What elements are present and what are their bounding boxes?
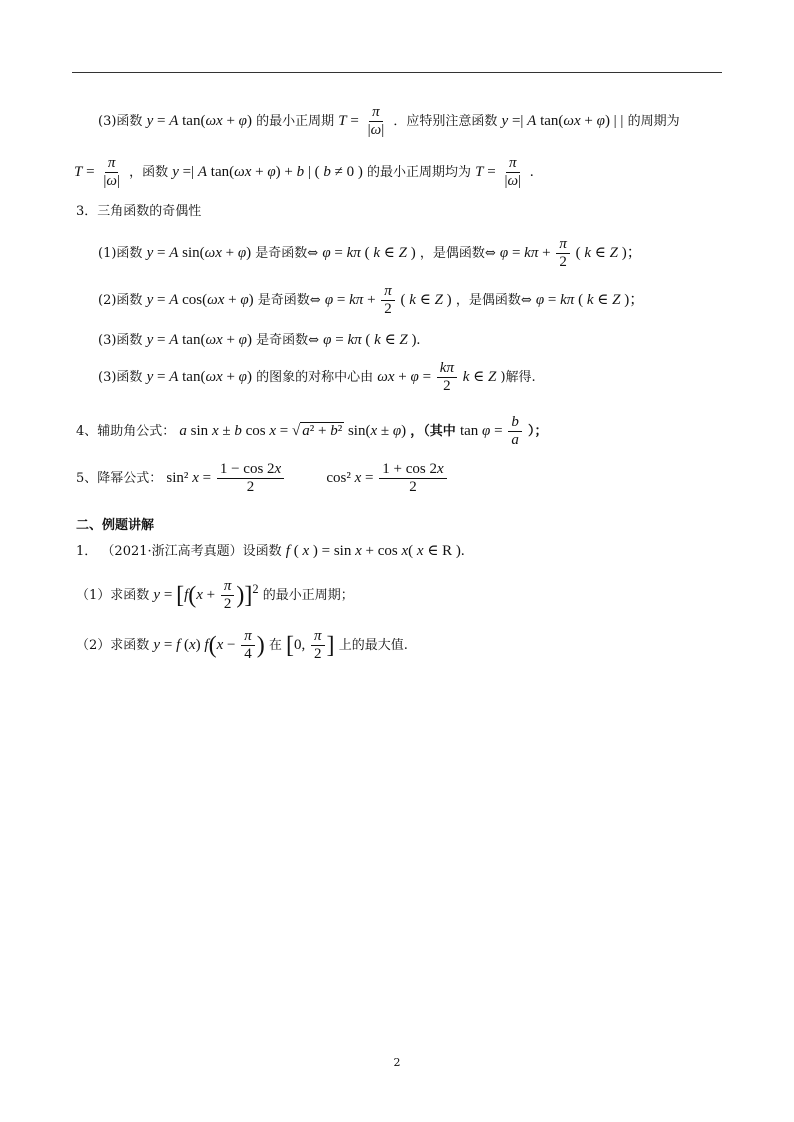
parity-sin-line [98, 236, 642, 271]
text: 5、降幂公式： [76, 470, 163, 486]
tan-symmetry-line [98, 360, 536, 395]
formula: y =| A tan(ωx + φ) + b | ( b ≠ 0 ) [172, 163, 363, 180]
formula: φ = kπ ( k ∈ Z )； [535, 291, 645, 308]
formula: y = A tan(ωx + φ) [146, 368, 252, 385]
text: (3)函数 [98, 333, 143, 348]
text: (3)函数 [98, 113, 143, 129]
text: （1）求函数 [76, 587, 150, 603]
text: 上的最大值. [338, 637, 408, 653]
formula: T = $\frac{\pi}{|\omega|}$ [338, 104, 385, 138]
formula: y = A cos(ωx + φ) [146, 291, 254, 308]
parity-cos-line [98, 283, 644, 318]
formula: y = A tan(ωx + φ) [146, 112, 252, 129]
question-2-line [76, 628, 408, 663]
text: )解得. [500, 369, 536, 385]
formula: y = A tan(ωx + φ) [146, 332, 252, 348]
formula: T = $\frac{\pi}{|\omega|}$ . [475, 155, 534, 189]
text: 在 [268, 637, 282, 653]
formula: T = $\frac{\pi}{|\omega|}$ [74, 155, 120, 189]
example-1-line [76, 542, 465, 560]
text: 的最小正周期均为 [367, 164, 472, 180]
text: 是奇函数⇔ [255, 245, 319, 261]
formula: sin² x = $\frac{1 - \cos 2x}{2}$ [166, 470, 286, 486]
page-number: 2 [393, 1056, 401, 1069]
text: 1． [76, 544, 98, 559]
formula: φ = kπ ( k ∈ Z ). [323, 332, 421, 348]
auxiliary-angle-line [76, 414, 547, 449]
text: ）； [527, 423, 548, 439]
part-2-title: 二、例题讲解 [76, 518, 155, 533]
text: ．应特别注意函数 [393, 113, 498, 129]
formula: y = f (x) f(x − $\frac{\pi}{4}$ ) [153, 628, 265, 662]
formula: φ = kπ + $\frac{\pi}{2}$ ( k ∈ Z )； [499, 236, 642, 270]
text: 的图象的对称中心由 [256, 369, 374, 385]
text: （2）求函数 [76, 637, 150, 653]
tan-period-line [98, 104, 680, 139]
formula: ωx + φ = $\frac{k\pi}{2}$ k ∈ Z [377, 360, 497, 394]
formula: [0, $\frac{\pi}{2}$ ] [286, 628, 335, 662]
text: ，函数 [129, 164, 169, 180]
text: （2021·浙江高考真题）设函数 [101, 544, 282, 559]
text: 的周期为 [627, 113, 680, 129]
text: (1)函数 [98, 245, 143, 261]
text: (3)函数 [98, 369, 143, 385]
parity-tan-line [98, 331, 420, 349]
text: (2)函数 [98, 292, 143, 308]
text: 的最小正周期； [262, 587, 354, 603]
header-rule [72, 72, 722, 73]
formula: f ( x ) = sin x + cos x( x ∈ R ). [285, 543, 465, 559]
section-3-title: 3．三角函数的奇偶性 [76, 204, 202, 219]
formula: cos² x = $\frac{1 + \cos 2x}{2}$ [326, 470, 448, 486]
text: 4、辅助角公式： [76, 423, 176, 439]
tan-abs-period-line [74, 155, 534, 190]
question-1-line [76, 578, 354, 613]
text: ，（其中 [410, 423, 456, 439]
formula: y = A sin(ωx + φ) [146, 244, 252, 261]
text: ，是偶函数⇔ [455, 292, 532, 308]
text: 的最小正周期 [256, 113, 335, 129]
formula: φ = kπ + $\frac{\pi}{2}$ ( k ∈ Z ) [324, 283, 452, 317]
text: ，是偶函数⇔ [419, 245, 496, 261]
power-reduction-line [76, 461, 449, 496]
text: 是奇函数⇔ [256, 333, 320, 348]
formula: a sin x ± b cos x = √ a² + b² sin(x ± φ) [179, 422, 407, 439]
formula: y =| A tan(ωx + φ) | | [501, 112, 624, 129]
formula: φ = kπ ( k ∈ Z ) [322, 244, 416, 261]
formula: tan φ = $\frac{b}{a}$ [460, 423, 524, 439]
formula: y = [f(x + $\frac{\pi}{2}$ )]$^2$ [153, 578, 259, 612]
text: 是奇函数⇔ [257, 292, 321, 308]
